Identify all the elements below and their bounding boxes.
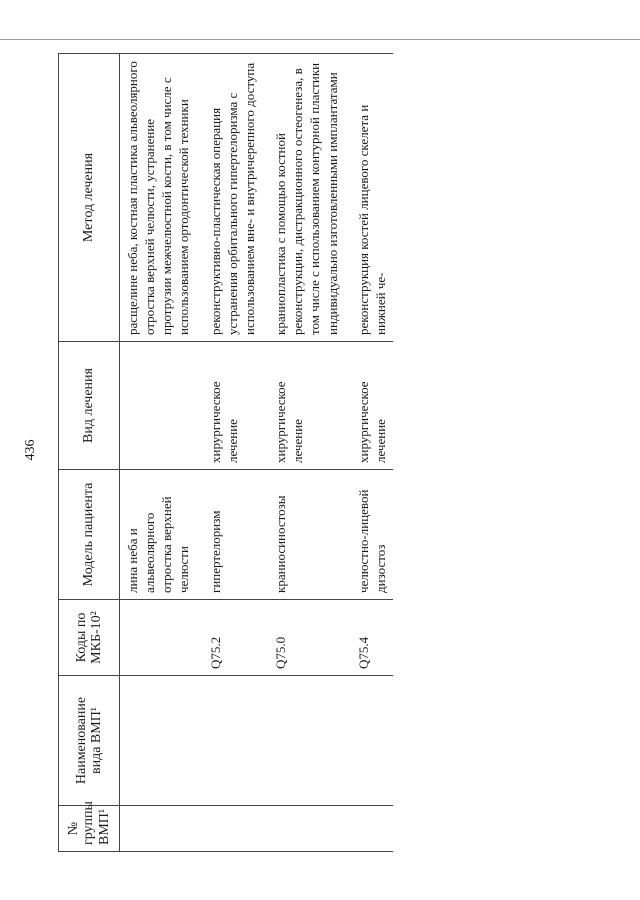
cell-group (262, 806, 345, 852)
header-vmp-name: Наименование вида ВМП¹ (59, 676, 120, 806)
header-group-number: № группы ВМП¹ (59, 806, 120, 852)
cell-method: реконструкция костей лицевого скелета и нижней че- (345, 54, 393, 342)
table-row (345, 54, 393, 852)
cell-name (197, 676, 262, 806)
cell-model: лина неба и альвеолярного отростка верхней челюсти (120, 470, 197, 600)
header-treatment-method: Метод лечения (59, 54, 120, 342)
table-header-row (59, 54, 120, 852)
cell-name (262, 676, 345, 806)
cell-treatment-type: хирургическое лечение (197, 342, 262, 470)
cell-name (345, 676, 393, 806)
cell-code: Q75.2 (197, 600, 262, 676)
cell-method: расщелине неба, костная пластика альвеолярного отростка верхней челюсти, устранение протрузии межчелюстной кости, в том числе с использованием ортодонтической техники (120, 54, 197, 342)
cell-treatment-type: хирургическое лечение (262, 342, 345, 470)
cell-model: гипертелоризм (197, 470, 262, 600)
header-icd-codes: Коды по МКБ-10² (59, 600, 120, 676)
cell-code (120, 600, 197, 676)
cell-name (120, 676, 197, 806)
cell-model: краниосиностозы (262, 470, 345, 600)
table-row (197, 54, 262, 852)
cell-model: челюстно-лицевой дизостоз (345, 470, 393, 600)
header-patient-model: Модель пациента (59, 470, 120, 600)
cell-code: Q75.0 (262, 600, 345, 676)
cell-group (197, 806, 262, 852)
cell-code: Q75.4 (345, 600, 393, 676)
table-row (262, 54, 345, 852)
cell-treatment-type (120, 342, 197, 470)
cell-method: реконструктивно-пластическая операция устранения орбитального гипертелоризма с использованием вне- и внутричерепного доступа (197, 54, 262, 342)
page-number: 436 (23, 439, 38, 461)
cell-group (345, 806, 393, 852)
table-row (120, 54, 197, 852)
cell-group (120, 806, 197, 852)
cell-method: краниопластика с помощью костной реконструкции, дистракционного остеогенеза, в том числе с использованием контурной пластики индивидуально изготовленными имплантатами (262, 54, 345, 342)
treatment-table (58, 53, 393, 852)
page-edge-line (0, 39, 640, 40)
cell-treatment-type: хирургическое лечение (345, 342, 393, 470)
header-treatment-type: Вид лечения (59, 342, 120, 470)
